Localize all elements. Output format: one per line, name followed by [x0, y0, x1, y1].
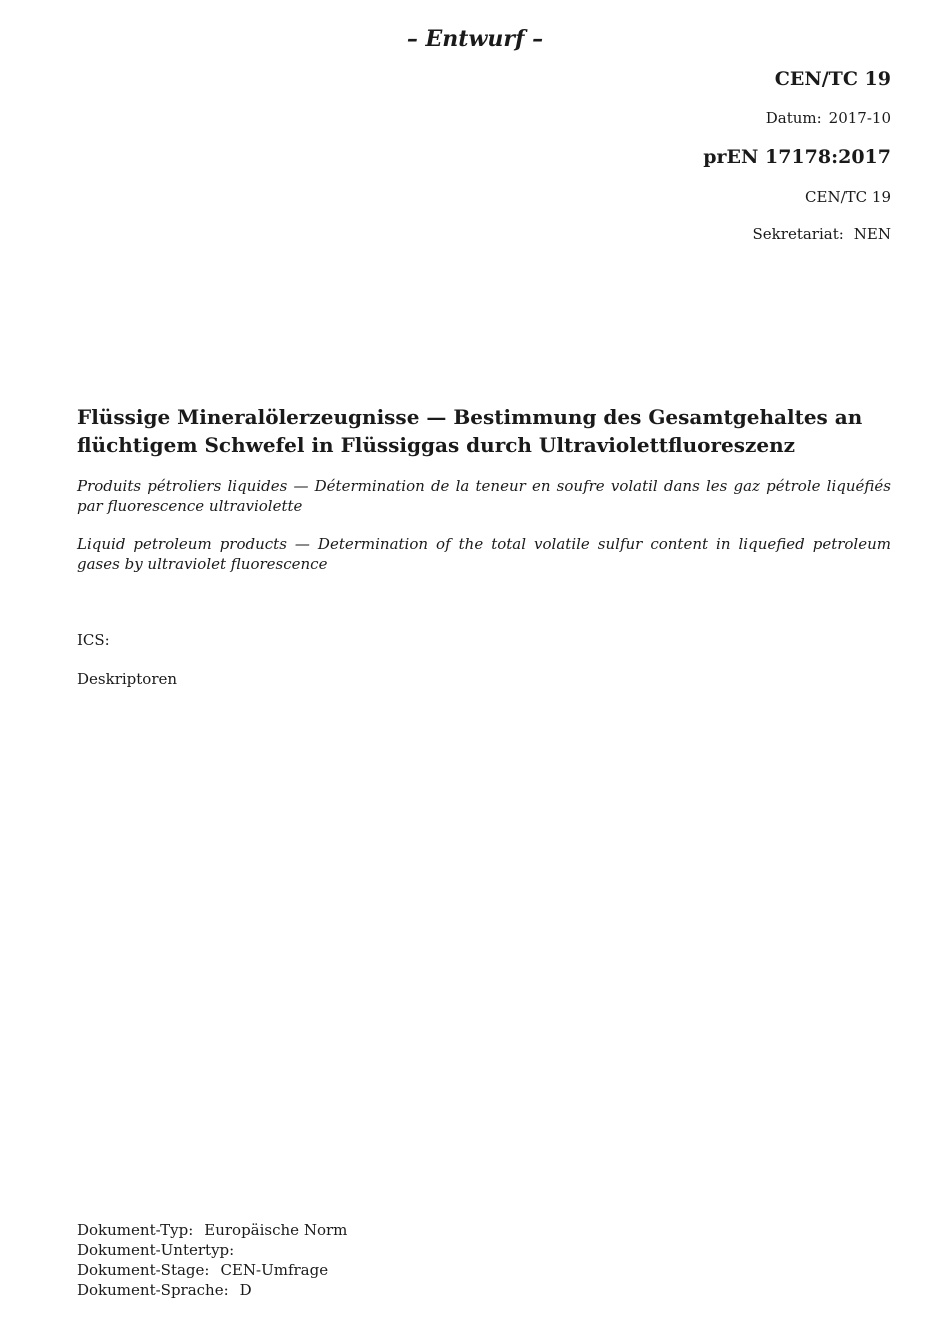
title-german: Flüssige Mineralölerzeugnisse — Bestimmung des Gesamtgehaltes an flüchtigem Schwefel in Flüssiggas durch Ultraviolettfluoreszenz — [77, 405, 863, 457]
date-value: 2017-10 — [828, 109, 891, 127]
secretariat-label: Sekretariat: — [752, 225, 844, 243]
meta-subtype-label: Dokument-Untertyp: — [77, 1241, 235, 1259]
title-english: Liquid petroleum products — Determination of the total volatile sulfur content in liquefied petroleum gases by ultraviolet fluorescence — [77, 535, 891, 573]
secretariat-value: NEN — [853, 225, 891, 243]
descriptors-label: Deskriptoren — [77, 670, 178, 688]
meta-row-subtype — [77, 1240, 347, 1260]
meta-stage-value: CEN-Umfrage — [220, 1261, 329, 1279]
meta-language-label: Dokument-Sprache: — [77, 1281, 229, 1299]
date-line — [766, 109, 891, 127]
meta-type-value: Europäische Norm — [204, 1221, 348, 1239]
document-meta-block — [77, 1220, 347, 1300]
meta-row-type — [77, 1220, 347, 1240]
draft-watermark-heading: – Entwurf – — [406, 26, 544, 52]
meta-row-stage — [77, 1260, 347, 1280]
document-reference: prEN 17178:2017 — [703, 146, 891, 168]
date-label: Datum: — [765, 109, 822, 127]
title-french: Produits pétroliers liquides — Détermination de la teneur en soufre volatil dans les gaz pétrole liquéfiés par fluorescence ultraviolette — [77, 477, 891, 515]
committee-heading: CEN/TC 19 — [774, 68, 891, 90]
meta-language-value: D — [239, 1281, 252, 1299]
committee-label: CEN/TC 19 — [805, 188, 891, 206]
secretariat-line — [753, 225, 891, 243]
meta-row-language — [77, 1280, 347, 1300]
meta-type-label: Dokument-Typ: — [77, 1221, 194, 1239]
meta-stage-label: Dokument-Stage: — [77, 1261, 210, 1279]
ics-label: ICS: — [77, 631, 110, 649]
